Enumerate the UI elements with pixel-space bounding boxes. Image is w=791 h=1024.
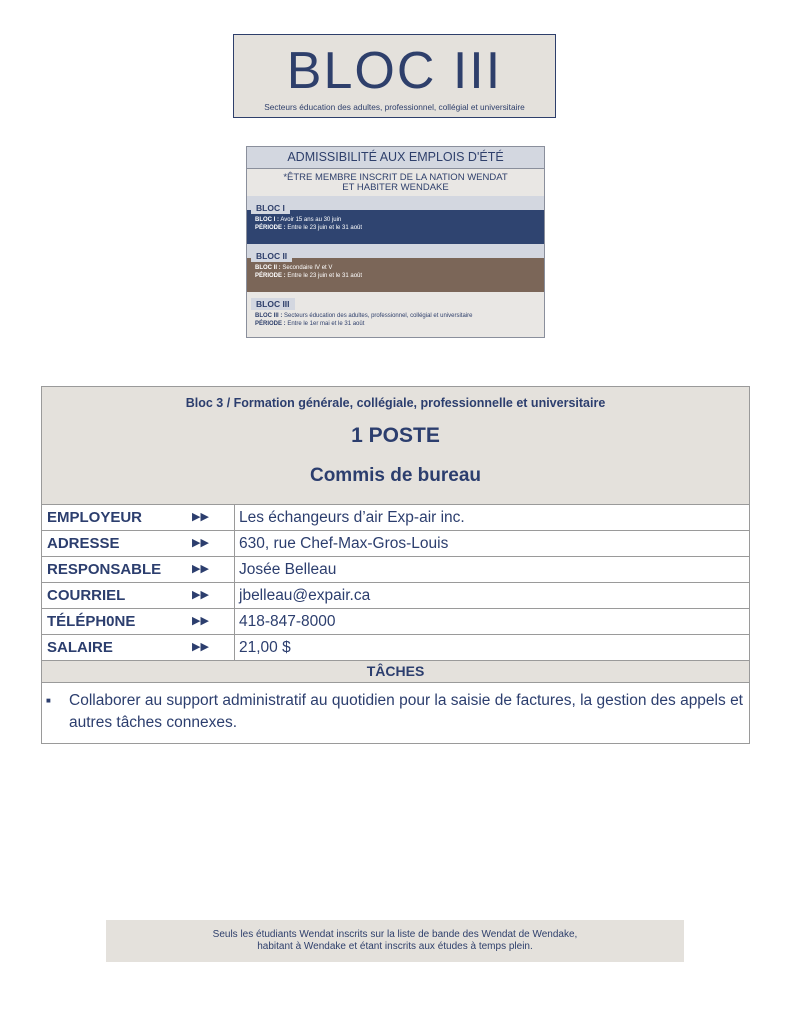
double-arrow-icon: ▶▶	[192, 563, 209, 575]
eligibility-note	[247, 169, 544, 196]
eligibility-infographic	[246, 146, 545, 338]
field-label: EMPLOYEUR	[47, 509, 143, 526]
double-arrow-icon: ▶▶	[192, 641, 209, 653]
eligibility-footer-note	[106, 920, 684, 962]
field-row-telephone	[42, 609, 749, 635]
bloc3-details	[247, 306, 544, 338]
bloc1-label-row	[247, 196, 544, 213]
bloc2-details	[247, 258, 544, 292]
job-posting-header	[42, 387, 749, 505]
square-bullet-icon: ■	[46, 696, 51, 705]
field-label: ADRESSE	[47, 535, 120, 552]
tasks-heading: TÂCHES	[42, 661, 749, 683]
bloc1-line1-key: BLOC I :	[255, 217, 279, 223]
bloc2-line2-key: PÉRIODE :	[255, 273, 286, 279]
bloc3-label: BLOC III	[251, 298, 295, 310]
field-row-responsable	[42, 557, 749, 583]
bloc3-line2-key: PÉRIODE :	[255, 321, 286, 327]
field-label: SALAIRE	[47, 639, 113, 656]
bloc-title: BLOC III	[286, 42, 503, 100]
field-row-employeur	[42, 505, 749, 531]
bloc2-line1-key: BLOC II :	[255, 265, 281, 271]
field-label: RESPONSABLE	[47, 561, 162, 578]
bloc3-label-row	[247, 292, 544, 309]
bloc2-line2-value: Entre le 23 juin et le 31 août	[285, 273, 363, 279]
field-value: Les échangeurs d’air Exp-air inc.	[234, 505, 749, 530]
double-arrow-icon: ▶▶	[192, 589, 209, 601]
bloc2-label-row	[247, 244, 544, 261]
field-value: jbelleau@expair.ca	[234, 583, 749, 608]
double-arrow-icon: ▶▶	[192, 537, 209, 549]
bloc2-label: BLOC II	[251, 250, 292, 262]
bloc1-line2-key: PÉRIODE :	[255, 225, 286, 231]
bloc3-line1-key: BLOC III :	[255, 313, 283, 319]
double-arrow-icon: ▶▶	[192, 511, 209, 523]
job-role-title: Commis de bureau	[309, 465, 482, 486]
bloc2-line1-value: Secondaire IV et V	[280, 265, 333, 271]
field-row-salaire	[42, 635, 749, 661]
field-row-courriel	[42, 583, 749, 609]
eligibility-note-line1: *ÊTRE MEMBRE INSCRIT DE LA NATION WENDAT	[283, 172, 508, 183]
bloc1-label: BLOC I	[251, 202, 290, 214]
field-value: 630, rue Chef-Max-Gros-Louis	[234, 531, 749, 556]
bloc1-line2-value: Entre le 23 juin et le 31 août	[285, 225, 363, 231]
double-arrow-icon: ▶▶	[192, 615, 209, 627]
eligibility-title: ADMISSIBILITÉ AUX EMPLOIS D'ÉTÉ	[247, 147, 544, 169]
job-posting-table	[41, 386, 750, 744]
task-text: Collaborer au support administratif au quotidien pour la saisie de factures, la gestion des appels et autres tâches connexes.	[69, 692, 743, 731]
bloc-subtitle: Secteurs éducation des adultes, professionnel, collégial et universitaire	[264, 102, 525, 112]
job-position-count: 1 POSTE	[351, 424, 440, 447]
field-label: COURRIEL	[47, 587, 126, 604]
field-value: 418-847-8000	[234, 609, 749, 634]
task-item	[42, 683, 749, 743]
job-bloc-category: Bloc 3 / Formation générale, collégiale, professionnelle et universitaire	[185, 396, 606, 410]
bloc-header	[233, 34, 556, 118]
field-value: 21,00 $	[234, 635, 749, 660]
bloc3-line1-value: Secteurs éducation des adultes, professionnel, collégial et universitaire	[282, 313, 473, 319]
bloc1-line1-value: Avoir 15 ans au 30 juin	[279, 217, 342, 223]
bloc1-details	[247, 210, 544, 244]
footer-line2: habitant à Wendake et étant inscrits aux études à temps plein.	[257, 941, 533, 952]
field-label: TÉLÉPH0NE	[47, 613, 136, 630]
footer-line1: Seuls les étudiants Wendat inscrits sur la liste de bande des Wendat de Wendake,	[212, 929, 578, 940]
field-row-adresse	[42, 531, 749, 557]
bloc3-line2-value: Entre le 1er mai et le 31 août	[285, 321, 365, 327]
eligibility-note-line2: ET HABITER WENDAKE	[342, 182, 449, 193]
field-value: Josée Belleau	[234, 557, 749, 582]
